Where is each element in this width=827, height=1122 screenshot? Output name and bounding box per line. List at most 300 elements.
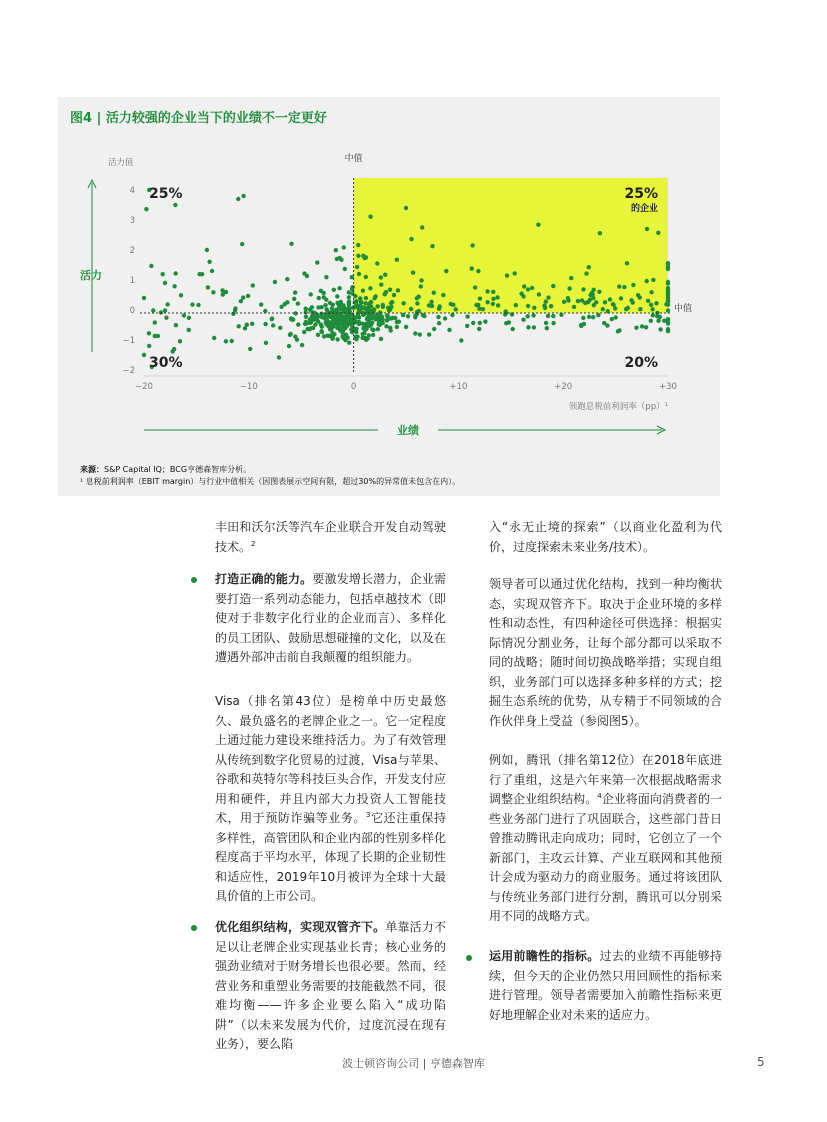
scatter-point — [383, 273, 387, 277]
bullet-indicators — [489, 947, 722, 1025]
scatter-point — [364, 327, 368, 331]
scatter-point — [474, 303, 478, 307]
scatter-point — [173, 203, 177, 207]
scatter-point — [536, 223, 540, 227]
scatter-point — [174, 323, 178, 327]
scatter-point — [343, 322, 347, 326]
scatter-point — [304, 310, 308, 314]
scatter-point — [302, 330, 306, 334]
scatter-point — [562, 300, 566, 304]
scatter-point — [190, 302, 194, 306]
scatter-point — [396, 288, 400, 292]
scatter-point — [287, 344, 291, 348]
y-tick-label: −2 — [122, 366, 135, 376]
scatter-point — [478, 321, 482, 325]
scatter-point — [263, 322, 267, 326]
scatter-point — [655, 314, 659, 318]
bullet-structure-title: 优化组织结构，实现双管齐下。 — [215, 920, 386, 934]
scatter-point — [666, 321, 670, 325]
scatter-point — [649, 303, 653, 307]
scatter-point — [590, 291, 594, 295]
footnote-ref-2: 2 — [251, 539, 256, 548]
scatter-point — [233, 306, 237, 310]
scatter-point — [409, 307, 413, 311]
scatter-point — [231, 312, 235, 316]
scatter-point — [532, 306, 536, 310]
scatter-point — [507, 320, 511, 324]
scatter-point — [144, 207, 148, 211]
scatter-point — [544, 299, 548, 303]
scatter-point — [551, 314, 555, 318]
scatter-point — [666, 295, 670, 299]
scatter-point — [521, 294, 525, 298]
scatter-point — [354, 330, 358, 334]
scatter-point — [638, 295, 642, 299]
figure-source — [80, 464, 251, 475]
scatter-point — [395, 325, 399, 329]
bullet-dot — [466, 955, 472, 961]
scatter-point — [436, 315, 440, 319]
scatter-point — [526, 325, 530, 329]
scatter-point — [634, 326, 638, 330]
bullet-indicators-text: 过去的业绩不再能够持续，但今天的企业仍然只用回顾性的指标来进行管理。领导者需要加入前瞻性指标来更好地理解企业对未来的适应力。 — [489, 949, 722, 1022]
scatter-point — [241, 194, 245, 198]
scatter-point — [324, 275, 328, 279]
scatter-point — [649, 319, 653, 323]
scatter-point — [182, 313, 186, 317]
scatter-point — [491, 297, 495, 301]
scatter-point — [149, 264, 153, 268]
scatter-point — [373, 317, 377, 321]
scatter-point — [278, 326, 282, 330]
scatter-point — [505, 273, 509, 277]
scatter-point — [406, 314, 410, 318]
footnote-ref-4: 4 — [597, 792, 602, 800]
scatter-point — [478, 296, 482, 300]
scatter-point — [587, 265, 591, 269]
scatter-point — [551, 321, 555, 325]
scatter-point — [617, 284, 621, 288]
y-tick-label: 3 — [129, 216, 135, 226]
scatter-point — [629, 298, 633, 302]
scatter-point — [401, 301, 405, 305]
bullet-indicators-title: 运用前瞻性的指标。 — [489, 949, 600, 963]
figure-panel — [58, 97, 720, 496]
scatter-point — [411, 270, 415, 274]
scatter-point — [401, 313, 405, 317]
scatter-point — [331, 324, 335, 328]
scatter-point — [296, 301, 300, 305]
scatter-point — [205, 248, 209, 252]
quadrant-label-top-left: 25% — [149, 186, 183, 202]
scatter-point — [327, 334, 331, 338]
scatter-point — [246, 294, 250, 298]
tencent-text-b: 企业将面向消费者的一些业务部门进行了巩固联合，这些部门昔日曾推动腾讯走向成功；同时，它创立了一个新部门，主攻云计算、产业互联网和其他预计会成为驱动力的商业服务。通过将该团队与传统业务部门进行分割，腾讯可以分别采用不同的战略方式。 — [489, 792, 722, 923]
right-intro-paragraph: 入“永无止境的探索”（以商业化盈利为代价，过度探索未来业务/技术）。 — [489, 520, 722, 554]
scatter-point — [291, 318, 295, 322]
scatter-point — [592, 303, 596, 307]
scatter-chart — [58, 97, 720, 496]
scatter-point — [650, 307, 654, 311]
scatter-point — [549, 304, 553, 308]
scatter-point — [361, 289, 365, 293]
scatter-point — [236, 197, 240, 201]
scatter-point — [546, 295, 550, 299]
scatter-point — [322, 334, 326, 338]
scatter-point — [496, 303, 500, 307]
scatter-point — [651, 313, 655, 317]
scatter-point — [491, 302, 495, 306]
scatter-point — [645, 227, 649, 231]
median-top-label: 中值 — [344, 154, 363, 164]
scatter-point — [521, 318, 525, 322]
scatter-point — [441, 293, 445, 297]
scatter-point — [368, 286, 372, 290]
scatter-point — [666, 327, 670, 331]
page-number: 5 — [757, 1055, 765, 1069]
scatter-point — [369, 323, 373, 327]
scatter-point — [347, 295, 351, 299]
scatter-point — [245, 323, 249, 327]
quadrant-label-top-right-sub: 的企业 — [630, 204, 658, 214]
scatter-point — [305, 321, 309, 325]
performance-axis-label: 业绩 — [397, 424, 419, 437]
scatter-point — [332, 313, 336, 317]
bullet-structure-text: 单靠活力不足以让老牌企业实现基业长青；核心业务的强劲业绩对于财务增长也很必要。然而，经营业务和重塑业务需要的技能截然不同，很难均衡——许多企业要么陷入“成功陷阱”（以未来发展为代价，过度沉浸在现有业务），要么陷 — [215, 920, 446, 1051]
scatter-point — [591, 296, 595, 300]
scatter-point — [338, 256, 342, 260]
scatter-point — [310, 305, 314, 309]
scatter-point — [347, 306, 351, 310]
scatter-point — [569, 276, 573, 280]
scatter-point — [572, 305, 576, 309]
scatter-point — [666, 280, 670, 284]
scatter-point — [610, 317, 614, 321]
x-tick-label: −10 — [239, 382, 258, 392]
scatter-point — [207, 260, 211, 264]
scatter-point — [316, 305, 320, 309]
quadrant-label-bottom-left: 30% — [149, 355, 183, 371]
scatter-point — [310, 313, 314, 317]
scatter-point — [601, 307, 605, 311]
scatter-point — [326, 314, 330, 318]
scatter-point — [465, 314, 469, 318]
scatter-point — [330, 306, 334, 310]
scatter-point — [335, 337, 339, 341]
x-tick-label: +20 — [554, 382, 573, 392]
scatter-point — [344, 317, 348, 321]
scatter-point — [379, 275, 383, 279]
scatter-point — [413, 331, 417, 335]
scatter-point — [376, 304, 380, 308]
scatter-point — [454, 307, 458, 311]
visa-text-b: 它还注重保持多样性，高管团队和企业内部的性别多样化程度高于平均水平，体现了长期的企业韧性和适应性，2019年10月被评为全球十大最具价值的上市公司。 — [215, 811, 446, 903]
scatter-point — [363, 306, 367, 310]
scatter-point — [413, 315, 417, 319]
scatter-point — [532, 325, 536, 329]
scatter-point — [608, 297, 612, 301]
scatter-point — [371, 333, 375, 337]
scatter-point — [164, 316, 168, 320]
scatter-point — [444, 269, 448, 273]
scatter-point — [337, 303, 341, 307]
scatter-point — [666, 303, 670, 307]
scatter-point — [319, 289, 323, 293]
scatter-point — [187, 316, 191, 320]
scatter-point — [165, 302, 169, 306]
y-tick-label: −1 — [122, 336, 135, 346]
scatter-point — [451, 303, 455, 307]
scatter-point — [172, 347, 176, 351]
scatter-point — [293, 290, 297, 294]
scatter-point — [605, 323, 609, 327]
scatter-point — [335, 326, 339, 330]
scatter-point — [530, 286, 534, 290]
x-tick-label: 0 — [350, 382, 357, 392]
scatter-point — [459, 338, 463, 342]
scatter-point — [566, 296, 570, 300]
scatter-point — [309, 326, 313, 330]
scatter-point — [151, 308, 155, 312]
scatter-point — [313, 322, 317, 326]
quadrant-label-top-right: 25% — [624, 186, 658, 202]
scatter-point — [362, 331, 366, 335]
scatter-point — [320, 312, 324, 316]
scatter-point — [309, 292, 313, 296]
scatter-point — [551, 284, 555, 288]
scatter-point — [296, 322, 300, 326]
scatter-point — [332, 288, 336, 292]
median-right-label: 中值 — [674, 304, 693, 314]
scatter-point — [156, 334, 160, 338]
scatter-point — [347, 299, 351, 303]
scatter-point — [174, 271, 178, 275]
scatter-point — [513, 271, 517, 275]
scatter-point — [443, 316, 447, 320]
scatter-point — [273, 280, 277, 284]
scatter-point — [392, 293, 396, 297]
scatter-point — [645, 279, 649, 283]
scatter-point — [591, 315, 595, 319]
scatter-point — [473, 285, 477, 289]
scatter-point — [364, 296, 368, 300]
scatter-point — [224, 339, 228, 343]
scatter-point — [324, 307, 328, 311]
structure-paragraph: 领导者可以通过优化结构，找到一种均衡状态，实现双管齐下。取决于企业环境的多样性和动态性，有四种途径可供选择：根据实际情况分割业务，让每个部分都可以采取不同的战略；随时间切换战略举措；实现自组织，业务部门可以选择多种多样的方式；挖掘生态系统的优势，从专精于不同领域的合作伙伴身上受益（参阅图5）。 — [489, 577, 722, 728]
scatter-point — [603, 300, 607, 304]
scatter-point — [471, 321, 475, 325]
scatter-point — [347, 290, 351, 294]
scatter-point — [334, 248, 338, 252]
tencent-paragraph — [489, 751, 722, 927]
scatter-point — [364, 301, 368, 305]
scatter-point — [250, 322, 254, 326]
source-label: 来源： — [80, 465, 104, 474]
scatter-point — [397, 320, 401, 324]
scatter-point — [316, 333, 320, 337]
scatter-point — [356, 243, 360, 247]
scatter-point — [491, 290, 495, 294]
scatter-point — [432, 291, 436, 295]
scatter-point — [147, 331, 151, 335]
scatter-point — [379, 316, 383, 320]
scatter-point — [470, 266, 474, 270]
scatter-point — [567, 286, 571, 290]
scatter-point — [404, 325, 408, 329]
scatter-point — [651, 278, 655, 282]
scatter-point — [363, 336, 367, 340]
scatter-point — [485, 289, 489, 293]
scatter-point — [375, 261, 379, 265]
scatter-point — [617, 328, 621, 332]
bullet-structure — [215, 918, 446, 1055]
scatter-point — [337, 286, 341, 290]
scatter-point — [187, 328, 191, 332]
scatter-point — [147, 344, 151, 348]
scatter-point — [465, 324, 469, 328]
scatter-point — [292, 297, 296, 301]
scatter-point — [331, 303, 335, 307]
scatter-point — [302, 271, 306, 275]
scatter-point — [526, 304, 530, 308]
scatter-point — [293, 334, 297, 338]
scatter-point — [581, 287, 585, 291]
scatter-point — [270, 317, 274, 321]
scatter-point — [545, 326, 549, 330]
scatter-point — [315, 260, 319, 264]
scatter-point — [356, 254, 360, 258]
scatter-point — [210, 269, 214, 273]
scatter-point — [357, 272, 361, 276]
scatter-point — [522, 284, 526, 288]
scatter-point — [419, 284, 423, 288]
scatter-point — [384, 290, 388, 294]
scatter-point — [317, 296, 321, 300]
scatter-point — [654, 301, 658, 305]
scatter-point — [584, 271, 588, 275]
top-right-quadrant-highlight — [354, 178, 668, 313]
scatter-point — [343, 267, 347, 271]
scatter-point — [367, 333, 371, 337]
scatter-point — [666, 308, 670, 312]
bullet-dot — [191, 577, 197, 583]
scatter-point — [178, 339, 182, 343]
x-tick-label: +10 — [449, 382, 468, 392]
scatter-point — [161, 272, 165, 276]
scatter-point — [624, 307, 628, 311]
scatter-point — [597, 290, 601, 294]
scatter-point — [381, 305, 385, 309]
scatter-point — [351, 306, 355, 310]
scatter-point — [430, 304, 434, 308]
scatter-point — [368, 215, 372, 219]
scatter-point — [430, 244, 434, 248]
scatter-point — [429, 300, 433, 304]
scatter-point — [415, 296, 419, 300]
y-tick-label: 0 — [129, 306, 135, 316]
scatter-point — [640, 324, 644, 328]
scatter-point — [526, 287, 530, 291]
scatter-point — [619, 296, 623, 300]
scatter-point — [666, 290, 670, 294]
scatter-point — [354, 337, 358, 341]
scatter-point — [172, 284, 176, 288]
scatter-point — [485, 300, 489, 304]
scatter-point — [495, 295, 499, 299]
scatter-point — [323, 303, 327, 307]
scatter-point — [638, 307, 642, 311]
x-axis-title: 领跑息税前利润率（pp）¹ — [568, 402, 668, 412]
scatter-point — [514, 303, 518, 307]
scatter-point — [631, 283, 635, 287]
scatter-point — [546, 314, 550, 318]
x-tick-label: +30 — [659, 382, 677, 392]
scatter-point — [355, 265, 359, 269]
scatter-point — [309, 320, 313, 324]
scatter-point — [649, 290, 653, 294]
scatter-point — [221, 292, 225, 296]
scatter-point — [646, 299, 650, 303]
x-tick-label: −20 — [135, 382, 153, 392]
scatter-point — [526, 314, 530, 318]
scatter-point — [206, 285, 210, 289]
scatter-point — [324, 298, 328, 302]
scatter-point — [576, 299, 580, 303]
scatter-point — [361, 254, 365, 258]
scatter-point — [470, 243, 474, 247]
y-axis-title: 活力值 — [108, 158, 134, 168]
scatter-point — [212, 336, 216, 340]
scatter-point — [658, 327, 662, 331]
scatter-point — [288, 333, 292, 337]
scatter-point — [342, 245, 346, 249]
scatter-point — [477, 327, 481, 331]
bullet-dot — [191, 925, 197, 931]
scatter-point — [379, 337, 383, 341]
scatter-point — [587, 315, 591, 319]
scatter-point — [336, 322, 340, 326]
scatter-point — [350, 326, 354, 330]
scatter-point — [196, 303, 200, 307]
left-intro-paragraph — [215, 518, 446, 557]
scatter-point — [580, 298, 584, 302]
scatter-point — [279, 305, 283, 309]
scatter-point — [582, 322, 586, 326]
y-tick-label: 2 — [129, 246, 135, 256]
quadrant-label-bottom-right: 20% — [624, 355, 658, 371]
scatter-point — [230, 339, 234, 343]
scatter-point — [447, 328, 451, 332]
scatter-point — [335, 309, 339, 313]
scatter-point — [543, 306, 547, 310]
scatter-point — [656, 231, 660, 235]
scatter-point — [613, 306, 617, 310]
scatter-point — [581, 316, 585, 320]
scatter-point — [320, 330, 324, 334]
vitality-axis-label: 活力 — [80, 269, 102, 282]
scatter-point — [341, 329, 345, 333]
scatter-point — [415, 301, 419, 305]
scatter-point — [418, 332, 422, 336]
scatter-point — [388, 326, 392, 330]
scatter-point — [285, 277, 289, 281]
tencent-text-a: 例如，腾讯（排名第12位）在2018年底进行了重组，这是六年来第一次根据战略需求调整企业组织结构。 — [489, 753, 722, 806]
scatter-point — [211, 290, 215, 294]
scatter-point — [142, 296, 146, 300]
scatter-point — [432, 327, 436, 331]
scatter-point — [373, 294, 377, 298]
scatter-point — [625, 261, 629, 265]
